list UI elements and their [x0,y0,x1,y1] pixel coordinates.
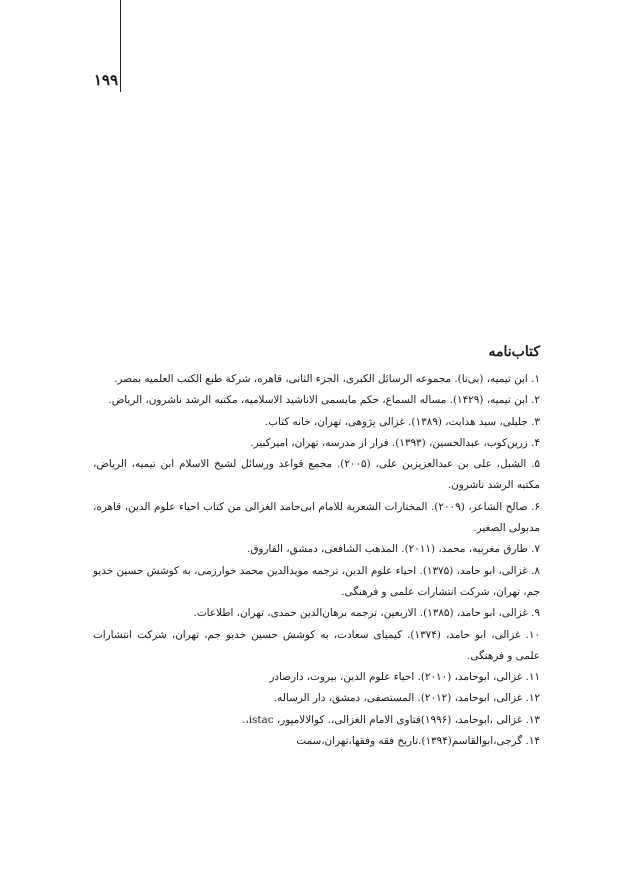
reference-entry: ۵. الشبل، علی بن عبدالعزیزبن علی، (۲۰۰۵). مجمع قواعد ورسائل لشیخ الاسلام ابن تیمیه، الریاض، مکتبه الرشد ناشرون. [93,458,541,492]
reference-entry: ۸. غزالی، ابو حامد، (۱۳۷۵). احیاء علوم الدین، ترجمه موید‌الدین محمد خوارزمی، به کوشش حسین خدیو جم، تهران، شرکت انتشارات علمی و فرهنگی. [93,564,540,598]
reference-entry: ۶. صالح الشاعر، (۲۰۰۹). المختارات الشعریة للامام ابی‌حامد الغزالی من کتاب احیاء علوم الدین، قاهره، مدبولی الصغیر. [93,500,541,535]
reference-entry: ۹. غزالی، ابو حامد، (۱۳۸۵). الاربعین، ترجمه برهان‌الدین حمدی، تهران، اطلاعات. [193,607,540,620]
reference-entry: ۱۱. غزالی، ابوحامد، (۲۰۱۰). احیاء علوم الدین، بیروت، دارصادر [269,671,540,684]
margin-rule [120,0,121,92]
bibliography-list [93,369,540,752]
reference-entry: ۱. ابن تیمیه، (بی‌تا). مجموعه الرسائل الکبری، الجزء الثانی، قاهره، شرکة طبع الکتب العلمیه بمصر. [114,373,540,385]
reference-entry: ۲. ابن تیمیه، (۱۴۲۹). مساله السماع، حکم مایسمی الاناشید الاسلامیه، مکتبه الرشد ناشرون، الریاض. [108,394,540,407]
bibliography-heading: کتاب‌نامه [488,344,540,360]
reference-entry: ۷. طارق مغربیه، محمد، (۲۰۱۱). المذهب الشافعی، دمشق، الفاروق. [247,543,540,556]
reference-entry: ۱۲. غزالی، ابوحامد، (۲۰۱۲). المستصفی، دمشق، دار الرساله. [273,692,540,705]
reference-entry: ۴. زرین‌کوب، عبدالحسین، (۱۳۹۳). فرار از مدرسه، تهران، امیرکبیر. [250,436,540,449]
reference-entry: ۱۳. غزالی ،ابوحامد، (۱۹۹۶)فتاوی الامام الغزالی،. کوالالامپور، istac،. [242,713,540,726]
reference-entry: ۱۴. گرجی،ابوالقاسم(۱۳۹۴).تاریخ فقه وفقها،تهران،سمت [296,735,540,748]
page-number: ۱۹۹ [93,71,118,89]
reference-entry: ۳. جلیلی، سید هدایت، (۱۳۸۹). غزالی پژوهی، تهران، خانه کتاب. [264,415,540,428]
reference-entry: ۱۰. غزالی، ابو حامد، (۱۳۷۴). کیمیای سعادت، به کوشش حسین خدیو جم، تهران، شرکت انتشارات علمی و فرهنگی. [93,628,541,662]
